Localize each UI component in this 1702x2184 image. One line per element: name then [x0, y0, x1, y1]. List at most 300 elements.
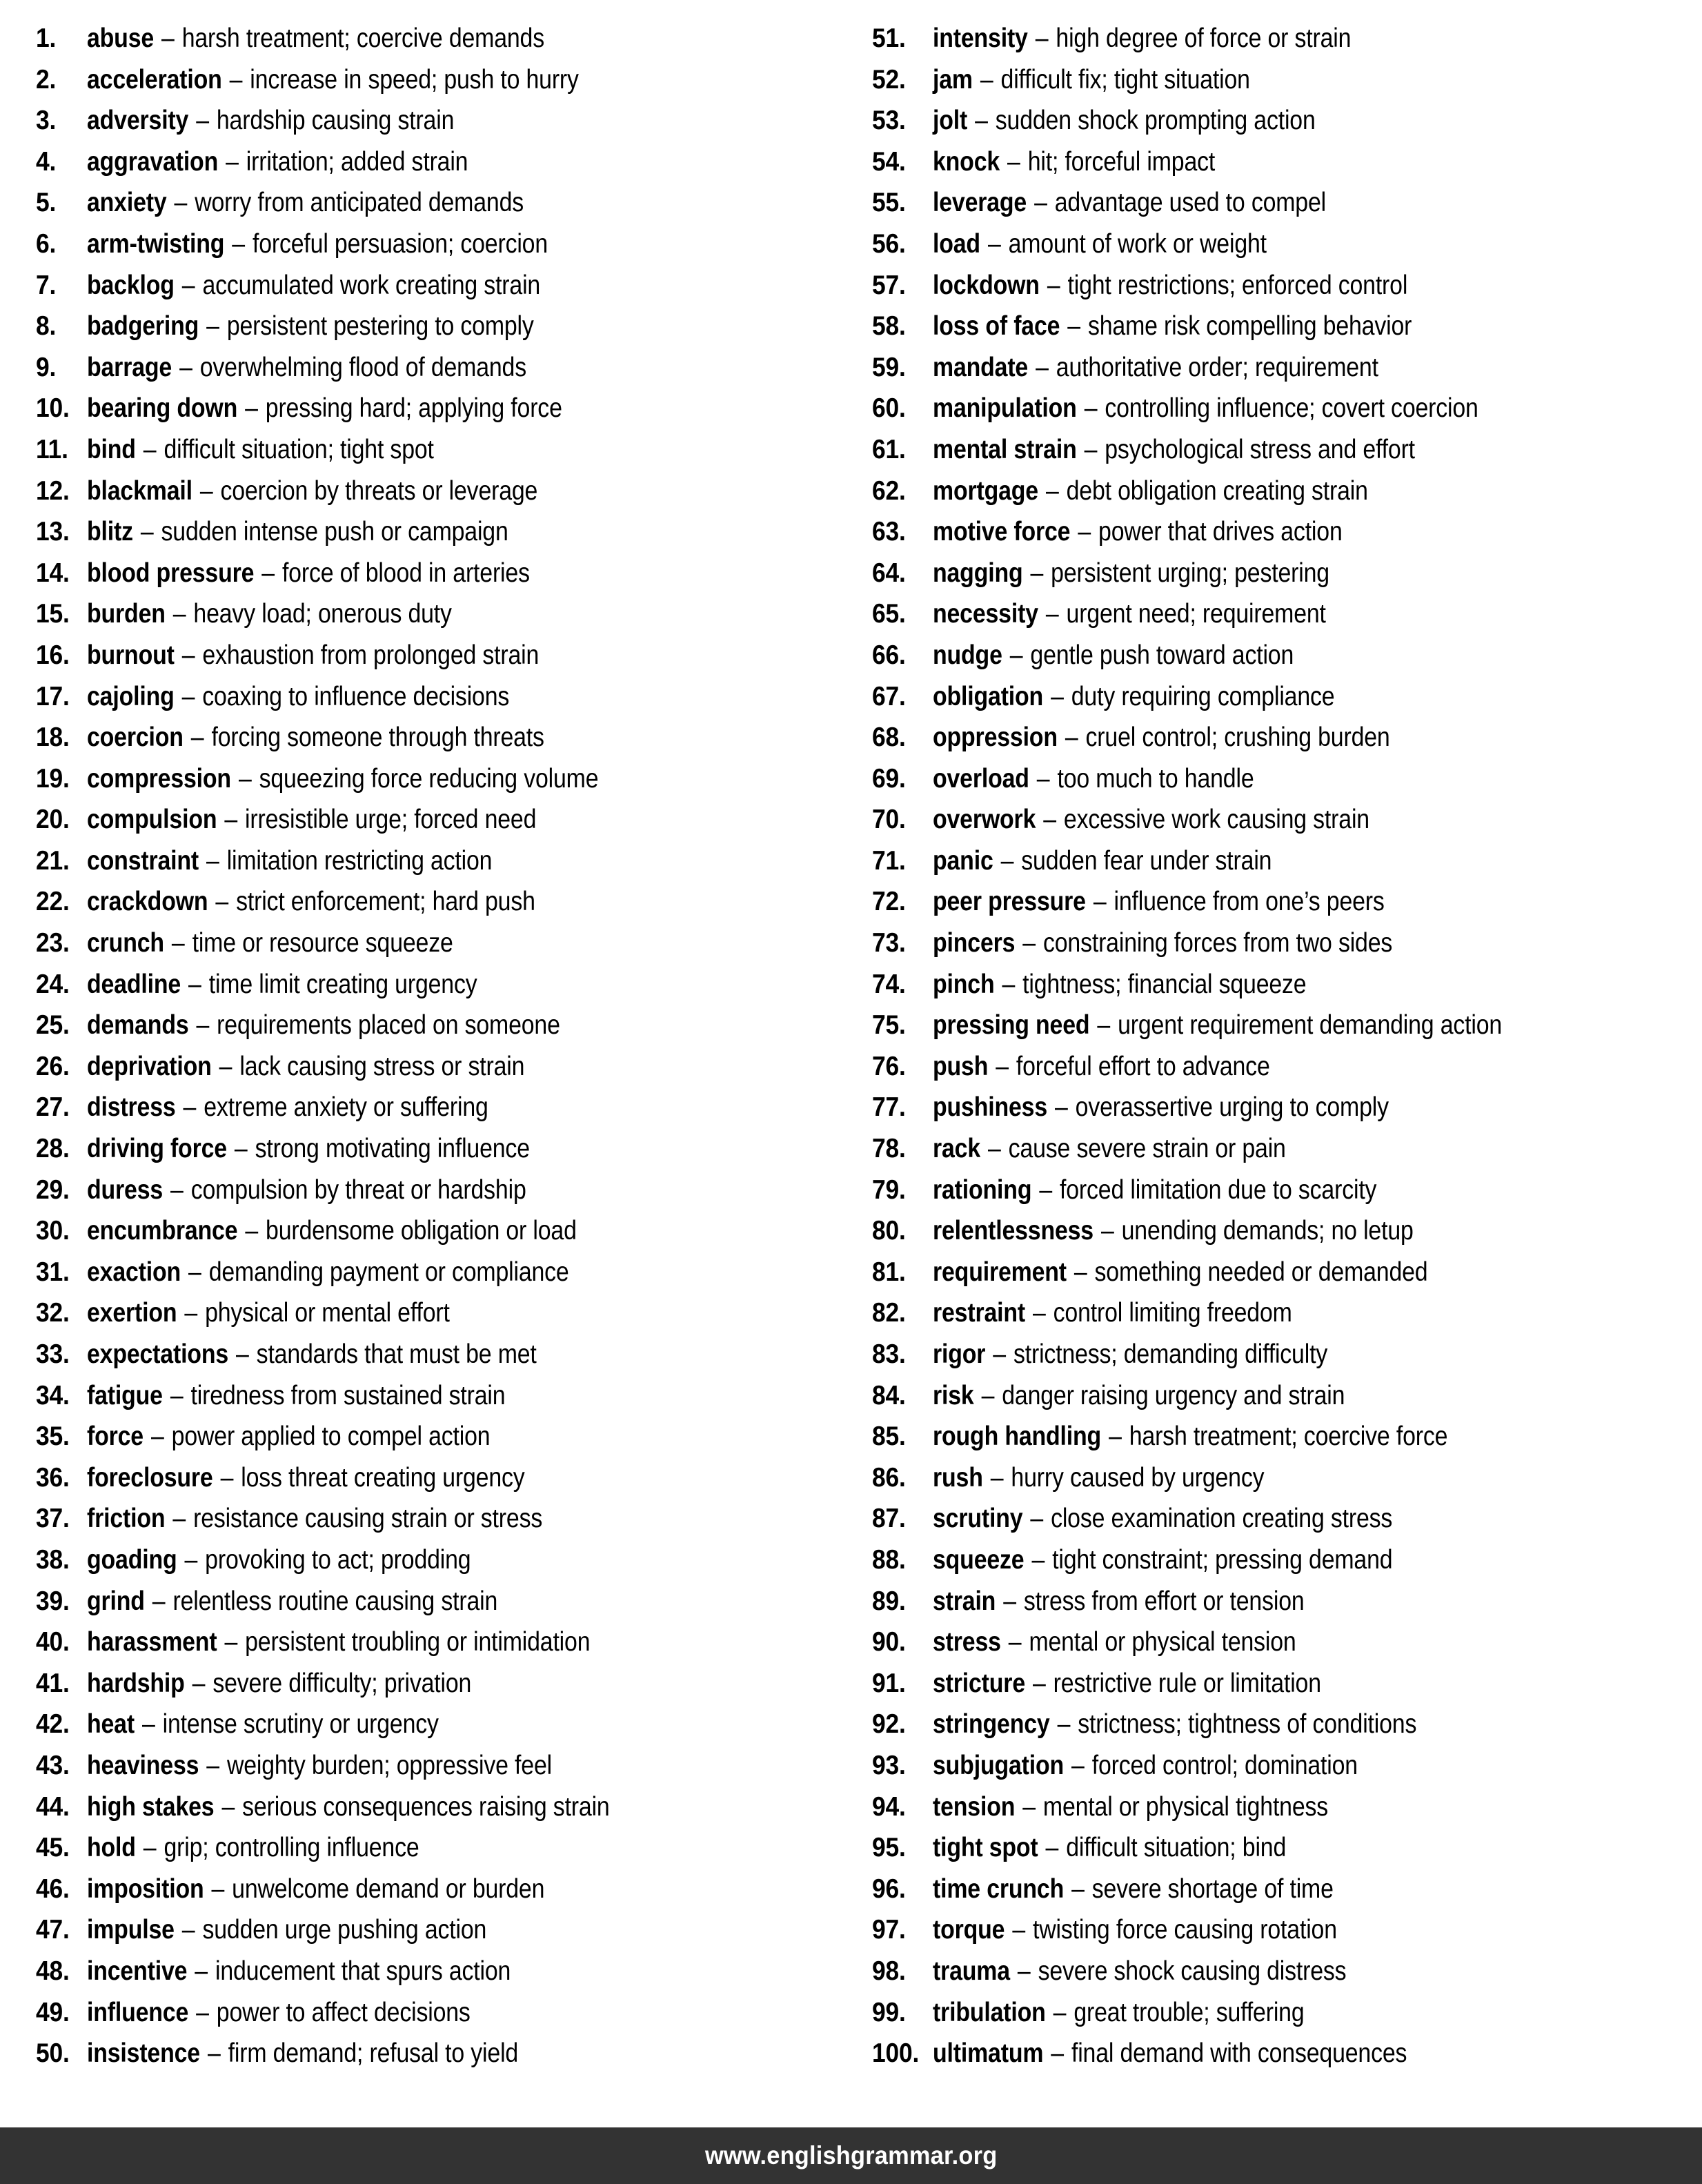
entry-number: 70.: [871, 805, 906, 835]
vocabulary-entry: [36, 881, 844, 923]
entry-separator-dash: –: [196, 106, 209, 136]
entry-body: [933, 1581, 1305, 1622]
vocabulary-entry: [36, 388, 844, 429]
entry-term: overload: [932, 763, 1029, 794]
entry-term: duress: [87, 1174, 164, 1205]
vocabulary-entry: [36, 18, 844, 59]
left-column: [12, 18, 851, 2074]
entry-term: constraint: [87, 845, 199, 876]
entry-term: deprivation: [87, 1051, 212, 1081]
vocabulary-entry: [872, 1087, 1686, 1128]
entry-number: 68.: [871, 722, 906, 753]
entry-number: 63.: [871, 517, 906, 547]
entry-separator-dash: –: [990, 1462, 1003, 1493]
entry-separator-dash: –: [1045, 599, 1059, 629]
entry-term: exaction: [87, 1257, 181, 1287]
entry-body: [933, 1663, 1321, 1704]
entry-number: 5.: [36, 188, 57, 218]
entry-definition: power to affect decisions: [216, 1997, 471, 2027]
entry-body: [933, 1909, 1337, 1951]
entry-body: [933, 1375, 1345, 1417]
vocabulary-entry: [872, 1457, 1686, 1499]
entry-body: [933, 1498, 1392, 1539]
vocabulary-entry: [36, 306, 844, 347]
entry-body: [87, 799, 536, 840]
vocabulary-entry: [36, 635, 844, 676]
entry-definition: resistance causing strain or stress: [193, 1504, 543, 1534]
entry-definition: overassertive urging to comply: [1075, 1092, 1389, 1123]
entry-definition: psychological stress and effort: [1104, 434, 1415, 464]
entry-number: 27.: [36, 1092, 70, 1123]
entry-number: 95.: [871, 1833, 906, 1863]
entry-separator-dash: –: [199, 475, 213, 506]
vocabulary-entry: [36, 758, 844, 800]
entry-definition: inducement that spurs action: [215, 1956, 511, 1986]
entry-term: push: [932, 1051, 988, 1081]
entry-separator-dash: –: [245, 393, 258, 424]
entry-body: [933, 923, 1392, 964]
entry-body: [87, 593, 452, 635]
entry-definition: strict enforcement; hard push: [236, 887, 535, 917]
entry-number: 96.: [871, 1873, 906, 1904]
entry-definition: extreme anxiety or suffering: [204, 1092, 488, 1123]
entry-definition: final demand with consequences: [1071, 2038, 1407, 2069]
entry-body: [87, 429, 434, 471]
entry-term: relentlessness: [932, 1216, 1094, 1246]
entry-body: [87, 1951, 511, 1992]
entry-definition: increase in speed; push to hurry: [250, 64, 579, 95]
vocabulary-entry: [872, 182, 1686, 224]
entry-term: jolt: [932, 106, 967, 136]
vocabulary-entry: [872, 429, 1686, 471]
entry-definition: urgent requirement demanding action: [1117, 1010, 1502, 1041]
entry-number: 100.: [871, 2038, 919, 2069]
entry-definition: hardship causing strain: [216, 106, 455, 136]
entry-definition: hit; forceful impact: [1027, 146, 1215, 177]
entry-number: 71.: [871, 845, 906, 876]
entry-separator-dash: –: [974, 106, 988, 136]
entry-separator-dash: –: [219, 1051, 232, 1081]
entry-definition: intense scrutiny or urgency: [162, 1709, 439, 1740]
entry-body: [87, 59, 579, 101]
entry-body: [933, 1292, 1292, 1334]
entry-number: 65.: [871, 599, 906, 629]
entry-separator-dash: –: [1038, 1174, 1052, 1205]
entry-body: [87, 758, 598, 800]
entry-definition: close examination creating stress: [1050, 1504, 1392, 1534]
entry-term: pinch: [932, 969, 994, 999]
entry-definition: forced control; domination: [1091, 1750, 1358, 1780]
vocabulary-entry: [36, 717, 844, 758]
entry-body: [87, 1787, 610, 1828]
entry-definition: loss threat creating urgency: [241, 1462, 525, 1493]
entry-term: aggravation: [87, 146, 219, 177]
right-column: [851, 18, 1690, 2074]
entry-body: [87, 1416, 490, 1457]
entry-number: 26.: [36, 1051, 70, 1081]
entry-separator-dash: –: [224, 1627, 238, 1657]
footer-website-label: www.englishgrammar.org: [704, 2141, 998, 2170]
entry-definition: danger raising urgency and strain: [1001, 1380, 1345, 1410]
entry-number: 32.: [36, 1298, 70, 1328]
entry-body: [87, 347, 526, 388]
vocabulary-entry: [872, 2033, 1686, 2074]
vocabulary-entry: [36, 964, 844, 1005]
entry-separator-dash: –: [221, 1791, 235, 1822]
vocabulary-entry: [36, 1951, 844, 1992]
entry-term: manipulation: [932, 393, 1077, 424]
entry-body: [933, 265, 1407, 306]
entry-body: [87, 1046, 524, 1088]
entry-body: [933, 1334, 1327, 1375]
vocabulary-entry: [872, 1210, 1686, 1252]
vocabulary-entry: [872, 1170, 1686, 1211]
entry-body: [933, 840, 1271, 882]
entry-term: trauma: [932, 1956, 1010, 1986]
entry-term: rough handling: [932, 1421, 1101, 1452]
entry-number: 80.: [871, 1216, 906, 1246]
vocabulary-entry: [36, 1498, 844, 1539]
entry-term: bind: [87, 434, 136, 464]
entry-separator-dash: –: [1031, 1544, 1045, 1575]
vocabulary-entry: [872, 1869, 1686, 1910]
entry-definition: lack causing stress or strain: [239, 1051, 525, 1081]
vocabulary-entry: [872, 1909, 1686, 1951]
vocabulary-entry: [36, 141, 844, 183]
entry-body: [933, 635, 1294, 676]
entry-separator-dash: –: [188, 969, 201, 999]
entry-definition: firm demand; refusal to yield: [228, 2038, 519, 2069]
vocabulary-entry: [36, 1869, 844, 1910]
entry-body: [87, 100, 454, 141]
entry-separator-dash: –: [184, 1544, 198, 1575]
entry-number: 10.: [36, 393, 70, 424]
entry-body: [933, 964, 1306, 1005]
entry-number: 62.: [871, 475, 906, 506]
vocabulary-entry: [36, 1539, 844, 1581]
entry-separator-dash: –: [236, 1339, 249, 1369]
entry-body: [933, 1170, 1376, 1211]
entry-body: [87, 676, 509, 718]
entry-separator-dash: –: [192, 1668, 206, 1698]
entry-definition: serious consequences raising strain: [242, 1791, 610, 1822]
vocabulary-entry: [872, 1827, 1686, 1869]
entry-term: expectations: [87, 1339, 229, 1369]
vocabulary-entry: [872, 1252, 1686, 1293]
entry-definition: cause severe strain or pain: [1008, 1134, 1286, 1164]
entry-definition: cruel control; crushing burden: [1085, 722, 1390, 753]
vocabulary-entry: [872, 471, 1686, 512]
entry-body: [87, 265, 540, 306]
entry-number: 77.: [871, 1092, 906, 1123]
entry-term: leverage: [932, 188, 1027, 218]
vocabulary-entry: [36, 1992, 844, 2034]
entry-body: [87, 1252, 569, 1293]
entry-body: [933, 1745, 1358, 1787]
entry-number: 58.: [871, 311, 906, 342]
vocabulary-entry: [872, 758, 1686, 800]
entry-definition: irritation; added strain: [246, 146, 468, 177]
entry-term: rack: [932, 1134, 980, 1164]
entry-separator-dash: –: [1011, 1915, 1025, 1945]
entry-number: 46.: [36, 1873, 70, 1904]
entry-separator-dash: –: [170, 1380, 184, 1410]
entry-body: [87, 635, 539, 676]
entry-number: 3.: [36, 106, 57, 136]
entry-term: grind: [87, 1586, 145, 1616]
entry-definition: time or resource squeeze: [192, 928, 453, 958]
entry-definition: control limiting freedom: [1053, 1298, 1292, 1328]
entry-definition: time limit creating urgency: [208, 969, 477, 999]
entry-number: 97.: [871, 1915, 906, 1945]
vocabulary-entry: [36, 1292, 844, 1334]
entry-number: 30.: [36, 1216, 70, 1246]
entry-separator-dash: –: [171, 928, 185, 958]
entry-number: 56.: [871, 228, 906, 259]
entry-term: loss of face: [932, 311, 1060, 342]
vocabulary-entry: [872, 1622, 1686, 1663]
entry-separator-dash: –: [1084, 393, 1097, 424]
entry-term: blood pressure: [87, 558, 255, 588]
entry-number: 61.: [871, 434, 906, 464]
entry-number: 33.: [36, 1339, 70, 1369]
entry-separator-dash: –: [190, 722, 204, 753]
entry-separator-dash: –: [1054, 1092, 1068, 1123]
entry-definition: influence from one’s peers: [1114, 887, 1385, 917]
entry-number: 81.: [871, 1257, 906, 1287]
entry-body: [933, 1128, 1286, 1170]
entry-definition: severe difficulty; privation: [212, 1668, 472, 1698]
vocabulary-entry: [872, 306, 1686, 347]
entry-definition: power applied to compel action: [171, 1421, 491, 1452]
vocabulary-entry: [36, 265, 844, 306]
entry-definition: persistent urging; pestering: [1050, 558, 1329, 588]
vocabulary-entry: [36, 1457, 844, 1499]
vocabulary-entry: [872, 717, 1686, 758]
entry-body: [87, 717, 544, 758]
entry-body: [933, 1457, 1264, 1499]
entry-separator-dash: –: [207, 2038, 221, 2069]
entry-term: blackmail: [87, 475, 192, 506]
entry-number: 23.: [36, 928, 70, 958]
entry-separator-dash: –: [1096, 1010, 1110, 1041]
entry-term: scrutiny: [932, 1504, 1022, 1534]
entry-term: torque: [932, 1915, 1005, 1945]
entry-separator-dash: –: [1036, 763, 1049, 794]
entry-number: 15.: [36, 599, 70, 629]
vocabulary-entry: [36, 799, 844, 840]
entry-separator-dash: –: [152, 1586, 166, 1616]
entry-number: 17.: [36, 681, 70, 711]
entry-number: 60.: [871, 393, 906, 424]
vocabulary-entry: [872, 799, 1686, 840]
vocabulary-entry: [36, 59, 844, 101]
entry-term: coercion: [87, 722, 184, 753]
entry-definition: great trouble; suffering: [1073, 1997, 1305, 2027]
entry-number: 82.: [871, 1298, 906, 1328]
entry-definition: sudden intense push or campaign: [161, 517, 508, 547]
entry-term: rigor: [932, 1339, 985, 1369]
entry-definition: weighty burden; oppressive feel: [226, 1750, 552, 1780]
entry-body: [933, 100, 1316, 141]
entry-separator-dash: –: [1065, 722, 1078, 753]
entry-definition: gentle push toward action: [1029, 640, 1294, 670]
entry-term: strain: [932, 1586, 996, 1616]
entry-separator-dash: –: [238, 763, 252, 794]
entry-number: 20.: [36, 805, 70, 835]
vocabulary-entry: [872, 1787, 1686, 1828]
entry-number: 31.: [36, 1257, 70, 1287]
entry-term: burden: [87, 599, 166, 629]
entry-body: [87, 18, 544, 59]
entry-definition: difficult fix; tight situation: [1000, 64, 1250, 95]
entry-term: ultimatum: [932, 2038, 1043, 2069]
entry-separator-dash: –: [211, 1873, 225, 1904]
entry-body: [87, 1457, 525, 1499]
entry-term: mortgage: [932, 475, 1038, 506]
entry-separator-dash: –: [1032, 1298, 1046, 1328]
entry-body: [933, 758, 1254, 800]
entry-number: 48.: [36, 1956, 70, 1986]
entry-body: [87, 1498, 542, 1539]
entry-separator-dash: –: [1022, 928, 1036, 958]
entry-separator-dash: –: [220, 1462, 234, 1493]
entry-definition: heavy load; onerous duty: [193, 599, 452, 629]
entry-definition: forced limitation due to scarcity: [1059, 1174, 1376, 1205]
entry-number: 84.: [871, 1380, 906, 1410]
entry-term: obligation: [932, 681, 1043, 711]
entry-separator-dash: –: [226, 146, 239, 177]
entry-definition: persistent troubling or intimidation: [245, 1627, 591, 1657]
vocabulary-entry: [872, 1951, 1686, 1992]
entry-term: stress: [932, 1627, 1001, 1657]
entry-body: [933, 18, 1351, 59]
entry-separator-dash: –: [181, 640, 195, 670]
entry-number: 1.: [36, 23, 57, 53]
entry-term: tribulation: [932, 1997, 1046, 2027]
entry-separator-dash: –: [1029, 1504, 1043, 1534]
entry-definition: squeezing force reducing volume: [259, 763, 599, 794]
entry-term: lockdown: [932, 270, 1040, 300]
entry-separator-dash: –: [1032, 1668, 1046, 1698]
entry-definition: stress from effort or tension: [1023, 1586, 1305, 1616]
entry-body: [87, 1909, 486, 1951]
entry-definition: overwhelming flood of demands: [199, 352, 526, 382]
vocabulary-entry: [36, 840, 844, 882]
entry-separator-dash: –: [1077, 517, 1091, 547]
entry-separator-dash: –: [143, 434, 157, 464]
entry-separator-dash: –: [215, 887, 229, 917]
entry-number: 69.: [871, 763, 906, 794]
entry-separator-dash: –: [195, 1956, 208, 1986]
entry-definition: too much to handle: [1056, 763, 1254, 794]
entry-body: [87, 306, 534, 347]
vocabulary-entry: [872, 265, 1686, 306]
vocabulary-entry: [872, 141, 1686, 183]
vocabulary-entry: [36, 2033, 844, 2074]
entry-term: tight spot: [932, 1833, 1038, 1863]
entry-separator-dash: –: [992, 1339, 1006, 1369]
entry-definition: strong motivating influence: [255, 1134, 530, 1164]
entry-number: 42.: [36, 1709, 70, 1740]
entry-definition: burdensome obligation or load: [266, 1216, 577, 1246]
entry-number: 92.: [871, 1709, 906, 1740]
entry-definition: exhaustion from prolonged strain: [202, 640, 540, 670]
entry-separator-dash: –: [1093, 887, 1107, 917]
entry-separator-dash: –: [1050, 681, 1064, 711]
vocabulary-entry: [36, 593, 844, 635]
vocabulary-entry: [872, 1334, 1686, 1375]
vocabulary-entry: [36, 1087, 844, 1128]
vocabulary-entry: [872, 676, 1686, 718]
entry-term: compression: [87, 763, 231, 794]
entry-term: stricture: [932, 1668, 1025, 1698]
entry-number: 93.: [871, 1750, 906, 1780]
entry-number: 99.: [871, 1997, 906, 2027]
entry-definition: relentless routine causing strain: [172, 1586, 498, 1616]
entry-definition: something needed or demanded: [1094, 1257, 1427, 1287]
entry-definition: duty requiring compliance: [1071, 681, 1334, 711]
entry-body: [933, 182, 1326, 224]
entry-separator-dash: –: [1045, 1833, 1058, 1863]
entry-definition: demanding payment or compliance: [208, 1257, 569, 1287]
entry-term: overwork: [932, 805, 1036, 835]
entry-term: requirement: [932, 1257, 1067, 1287]
entry-body: [87, 388, 562, 429]
entry-definition: requirements placed on someone: [217, 1010, 560, 1041]
entry-number: 91.: [871, 1668, 906, 1698]
entry-term: exertion: [87, 1298, 177, 1328]
vocabulary-entry: [36, 347, 844, 388]
entry-number: 85.: [871, 1421, 906, 1452]
entry-body: [87, 471, 537, 512]
entry-separator-dash: –: [987, 228, 1001, 259]
entry-definition: sudden urge pushing action: [202, 1915, 487, 1945]
entry-body: [933, 224, 1267, 265]
entry-number: 36.: [36, 1462, 70, 1493]
entry-body: [933, 1416, 1447, 1457]
entry-term: pincers: [932, 928, 1015, 958]
entry-number: 52.: [871, 64, 906, 95]
entry-definition: pressing hard; applying force: [265, 393, 562, 424]
entry-number: 2.: [36, 64, 57, 95]
vocabulary-entry: [872, 18, 1686, 59]
entry-body: [933, 471, 1368, 512]
vocabulary-entry: [872, 1581, 1686, 1622]
entry-term: hold: [87, 1833, 136, 1863]
entry-body: [87, 1622, 590, 1663]
entry-definition: excessive work causing strain: [1063, 805, 1369, 835]
entry-body: [87, 1334, 537, 1375]
entry-term: fatigue: [87, 1380, 163, 1410]
entry-body: [933, 59, 1250, 101]
entry-number: 44.: [36, 1791, 70, 1822]
entry-number: 64.: [871, 558, 906, 588]
vocabulary-entry: [36, 1005, 844, 1046]
entry-definition: mental or physical tension: [1028, 1627, 1296, 1657]
entry-number: 89.: [871, 1586, 906, 1616]
entry-definition: tightness; financial squeeze: [1022, 969, 1306, 999]
entry-number: 94.: [871, 1791, 906, 1822]
vocabulary-entry: [36, 1622, 844, 1663]
entry-term: restraint: [932, 1298, 1025, 1328]
entry-body: [87, 1210, 577, 1252]
entry-term: pushiness: [932, 1092, 1047, 1123]
vocabulary-entry: [36, 1909, 844, 1951]
vocabulary-entry: [36, 182, 844, 224]
entry-term: load: [932, 228, 980, 259]
entry-number: 87.: [871, 1504, 906, 1534]
